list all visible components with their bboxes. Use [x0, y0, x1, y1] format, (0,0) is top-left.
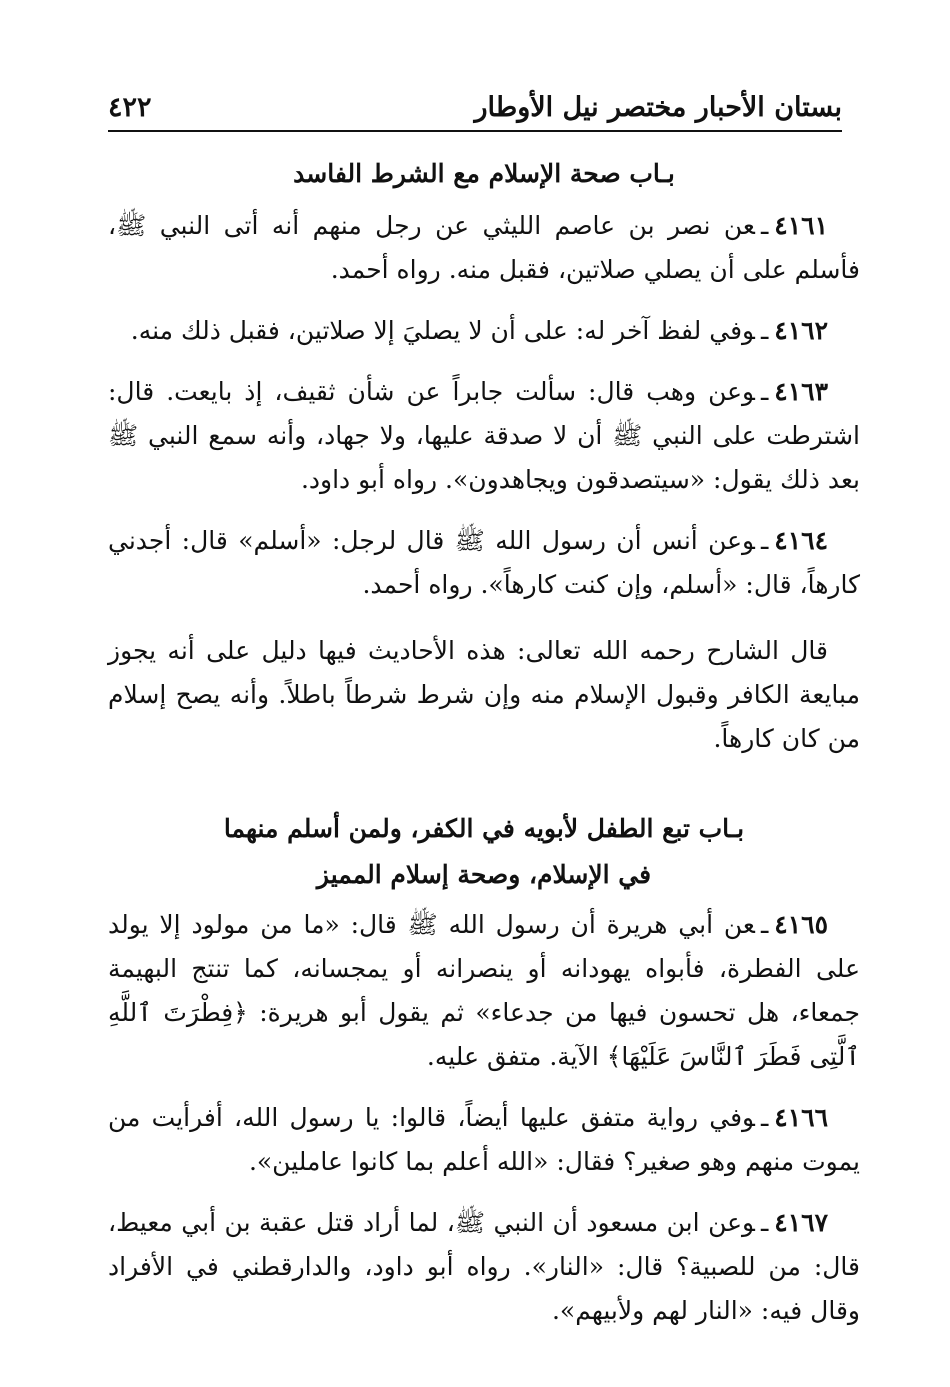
book-title: بستان الأحبار مختصر نيل الأوطار: [474, 91, 842, 123]
hadith-paragraph: ٤١٦٢ـوفي لفظ آخر له: على أن لا يصليَ إلا صلاتين، فقبل ذلك منه.: [130, 316, 828, 345]
hadith-number: ٤١٦٢: [774, 316, 828, 345]
running-header: [108, 84, 842, 132]
hadith-text: وعن أنس أن رسول الله ﷺ قال لرجل: «أسلم» قال: أجدني كارهاً، قال: «أسلم، وإن كنت كارهاً». رواه أحمد.: [108, 526, 860, 599]
hadith-paragraph: ٤١٦٤ـوعن أنس أن رسول الله ﷺ قال لرجل: «أسلم» قال: أجدني كارهاً، قال: «أسلم، وإن كنت كارهاً». رواه أحمد.: [108, 526, 860, 599]
hadith-paragraph: ٤١٦٦ـوفي رواية متفق عليها أيضاً، قالوا: يا رسول الله، أفرأيت من يموت منهم وهو صغير؟ فقال: «الله أعلم بما كانوا عاملين».: [108, 1103, 860, 1176]
hadith-paragraph: ٤١٦٧ـوعن ابن مسعود أن النبي ﷺ، لما أراد قتل عقبة بن أبي معيط، قال: من للصبية؟ قال: «النار». رواه أبو داود، والدارقطني في الأفراد وقال فيه: «النار لهم ولأبيهم».: [108, 1208, 860, 1325]
hadith-text: وفي رواية متفق عليها أيضاً، قالوا: يا رسول الله، أفرأيت من يموت منهم وهو صغير؟ فقال: «الله أعلم بما كانوا عاملين».: [108, 1103, 860, 1176]
hadith-paragraph: ٤١٦٣ـوعن وهب قال: سألت جابراً عن شأن ثقيف، إذ بايعت. قال: اشترطت على النبي ﷺ أن لا صدقة عليها، ولا جهاد، وأنه سمع النبي ﷺ بعد ذلك يقول: «سيتصدقون ويجاهدون». رواه أبو داود.: [108, 377, 860, 494]
hadith-number: ٤١٦٧: [774, 1208, 828, 1237]
hadith-text: عن نصر بن عاصم الليثي عن رجل منهم أنه أتى النبي ﷺ، فأسلم على أن يصلي صلاتين، فقبل منه. رواه أحمد.: [108, 211, 860, 284]
hadith-text: وعن ابن مسعود أن النبي ﷺ، لما أراد قتل عقبة بن أبي معيط، قال: من للصبية؟ قال: «النار». رواه أبو داود، والدارقطني في الأفراد وقال فيه: «النار لهم ولأبيهم».: [108, 1208, 860, 1325]
hadith-text: عن أبي هريرة أن رسول الله ﷺ قال: «ما من مولود إلا يولد على الفطرة، فأبواه يهودانه أو ينصرانه أو يمجسانه، كما تنتج البهيمة جمعاء، هل تحسون فيها من جدعاء» ثم يقول أبو هريرة: ﴿فِطْرَتَ ٱللَّهِ ٱلَّتِى فَطَرَ ٱلنَّاسَ عَلَيْهَا﴾ الآية. متفق عليه.: [108, 910, 860, 1071]
hadith-number: ٤١٦٣: [774, 377, 828, 406]
hadith-paragraph: ٤١٦١ـعن نصر بن عاصم الليثي عن رجل منهم أنه أتى النبي ﷺ، فأسلم على أن يصلي صلاتين، فقبل منه. رواه أحمد.: [108, 211, 860, 284]
hadith-number: ٤١٦٦: [774, 1103, 828, 1132]
hadith-number: ٤١٦٤: [774, 526, 828, 555]
page-body: [108, 152, 860, 1350]
chapter-heading-line-2: في الإسلام، وصحة إسلام المميز: [316, 860, 652, 889]
chapter-heading: بـاب صحة الإسلام مع الشرط الفاسد: [293, 159, 675, 188]
hadith-number: ٤١٦٥: [774, 910, 828, 939]
hadith-paragraph: ٤١٦٥ـعن أبي هريرة أن رسول الله ﷺ قال: «ما من مولود إلا يولد على الفطرة، فأبواه يهودانه أو ينصرانه أو يمجسانه، كما تنتج البهيمة جمعاء، هل تحسون فيها من جدعاء» ثم يقول أبو هريرة: ﴿فِطْرَتَ ٱللَّهِ ٱلَّتِى فَطَرَ ٱلنَّاسَ عَلَيْهَا﴾ الآية. متفق عليه.: [108, 910, 860, 1071]
hadith-number: ٤١٦١: [774, 211, 828, 240]
chapter-heading-line-1: بـاب تبع الطفل لأبويه في الكفر، ولمن أسلم منهما: [223, 814, 745, 843]
page-number: ٤٢٢: [108, 91, 152, 123]
commentary-paragraph: قال الشارح رحمه الله تعالى: هذه الأحاديث فيها دليل على أنه يجوز مبايعة الكافر وقبول الإسلام منه وإن شرط شرطاً باطلاً. وأنه يصح إسلام من كان كارهاً.: [108, 636, 860, 753]
hadith-text: وعن وهب قال: سألت جابراً عن شأن ثقيف، إذ بايعت. قال: اشترطت على النبي ﷺ أن لا صدقة عليها، ولا جهاد، وأنه سمع النبي ﷺ بعد ذلك يقول: «سيتصدقون ويجاهدون». رواه أبو داود.: [108, 377, 860, 494]
hadith-text: وفي لفظ آخر له: على أن لا يصليَ إلا صلاتين، فقبل ذلك منه.: [130, 316, 755, 345]
